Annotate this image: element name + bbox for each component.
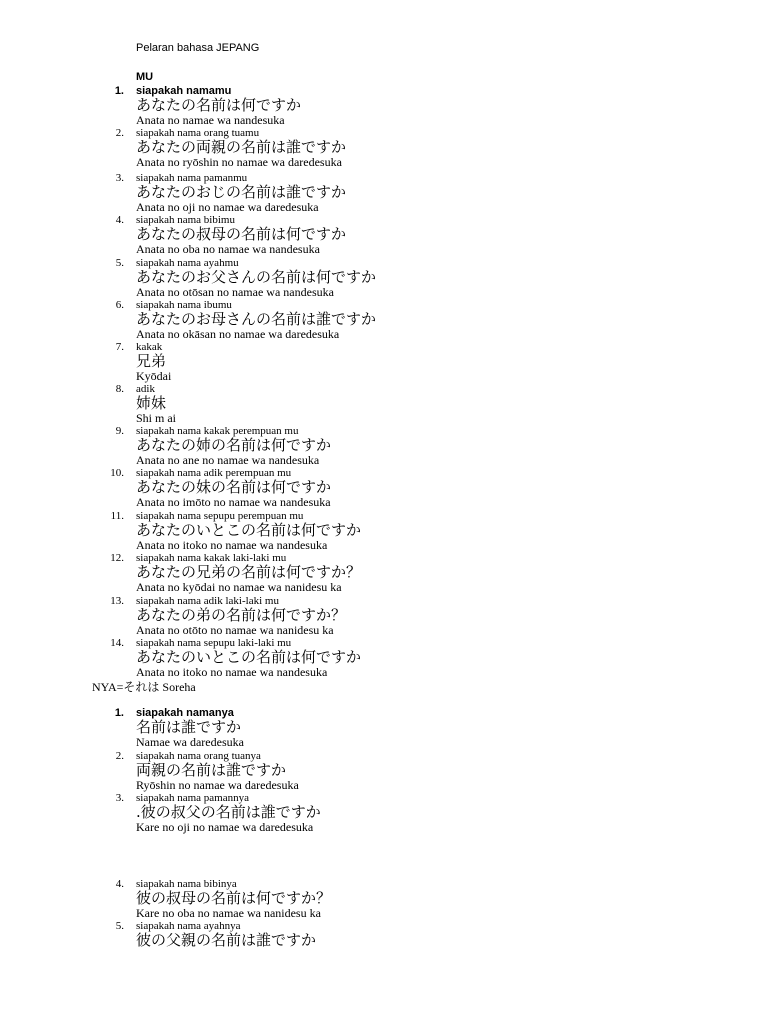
romaji-reading: Anata no kyōdai no namae wa nanidesu ka (136, 580, 342, 594)
japanese-phrase: あなたの両親の名前は誰ですか (136, 138, 347, 156)
japanese-phrase: あなたのおじの名前は誰ですか (136, 183, 347, 201)
list-item (0, 878, 768, 920)
item-number: 5. (115, 257, 124, 269)
japanese-phrase: 彼の父親の名前は誰ですか (136, 931, 317, 949)
item-number: 7. (115, 341, 124, 353)
list-item (0, 552, 768, 594)
romaji-reading: Ryōshin no namae wa daredesuka (136, 778, 299, 792)
list-item (0, 792, 768, 834)
item-number: 1. (114, 707, 124, 719)
item-number: 2. (115, 127, 124, 139)
indonesian-phrase: siapakah namamu (136, 85, 232, 97)
item-number: 12. (110, 552, 124, 564)
romaji-reading: Anata no ryōshin no namae wa daredesuka (136, 155, 342, 169)
item-number: 10. (110, 467, 124, 479)
indonesian-phrase: siapakah nama sepupu perempuan mu (136, 510, 304, 522)
indonesian-phrase: siapakah nama adik perempuan mu (136, 467, 292, 479)
romaji-reading: Kare no oba no namae wa nanidesu ka (136, 906, 321, 920)
romaji-reading: Anata no oba no namae wa nandesuka (136, 242, 320, 256)
indonesian-phrase: kakak (136, 341, 163, 353)
list-item (0, 299, 768, 341)
list-item (0, 637, 768, 679)
indonesian-phrase: siapakah nama bibinya (136, 878, 237, 890)
list-item (0, 467, 768, 509)
indonesian-phrase: siapakah nama pamannya (136, 792, 250, 804)
romaji-reading: Anata no okāsan no namae wa daredesuka (136, 327, 340, 341)
indonesian-phrase: siapakah nama orang tuamu (136, 127, 260, 139)
indonesian-phrase: siapakah nama sepupu laki-laki mu (136, 637, 292, 649)
item-number: 8. (115, 383, 124, 395)
list-item (0, 920, 768, 962)
list-item (0, 172, 768, 214)
japanese-phrase: あなたの妹の名前は何ですか (136, 478, 332, 496)
japanese-phrase: 彼の叔母の名前は何ですか？ (136, 889, 332, 907)
romaji-reading: Namae wa daredesuka (136, 735, 244, 749)
indonesian-phrase: siapakah namanya (136, 707, 234, 719)
item-number: 1. (114, 85, 124, 97)
item-number: 13. (110, 595, 124, 607)
japanese-phrase: 両親の名前は誰ですか (136, 761, 287, 779)
romaji-reading: Shi m ai (136, 411, 177, 425)
list-item (0, 341, 768, 383)
japanese-phrase: 姉妹 (136, 394, 167, 412)
indonesian-phrase: siapakah nama kakak laki-laki mu (136, 552, 287, 564)
list-item (0, 257, 768, 299)
list-item (0, 425, 768, 467)
romaji-reading: Anata no imōto no namae wa nandesuka (136, 495, 331, 509)
item-number: 9. (115, 425, 124, 437)
list-item (0, 707, 768, 749)
item-number: 3. (115, 792, 124, 804)
japanese-phrase: あなたの弟の名前は何ですか？ (136, 606, 347, 624)
item-number: 14. (110, 637, 124, 649)
romaji-reading: Anata no otōsan no namae wa nandesuka (136, 285, 334, 299)
romaji-reading: Kare no oji no namae wa daredesuka (136, 820, 314, 834)
list-item (0, 383, 768, 425)
japanese-phrase: あなたのお母さんの名前は誰ですか (136, 310, 377, 328)
japanese-phrase: あなたのいとこの名前は何ですか (136, 521, 362, 539)
japanese-phrase: あなたの叔母の名前は何ですか (136, 225, 347, 243)
item-number: 6. (115, 299, 124, 311)
japanese-phrase: あなたのいとこの名前は何ですか (136, 648, 362, 666)
romaji-reading: Anata no namae wa nandesuka (136, 113, 285, 127)
list-item (0, 510, 768, 552)
list-item (0, 85, 768, 127)
indonesian-phrase: siapakah nama ibumu (136, 299, 232, 311)
japanese-phrase: .彼の叔父の名前は誰ですか (136, 803, 321, 821)
item-number: 2. (115, 750, 124, 762)
list-item (0, 750, 768, 792)
romaji-reading: Kyōdai (136, 369, 172, 383)
item-number: 3. (115, 172, 124, 184)
romaji-reading: Anata no otōto no namae wa nanidesu ka (136, 623, 334, 637)
romaji-reading: Anata no itoko no namae wa nandesuka (136, 538, 328, 552)
indonesian-phrase: siapakah nama adik laki-laki mu (136, 595, 279, 607)
japanese-phrase: あなたの姉の名前は何ですか (136, 436, 332, 454)
section-heading-nya: NYA=それは Soreha (92, 680, 196, 694)
indonesian-phrase: siapakah nama ayahnya (136, 920, 241, 932)
japanese-phrase: あなたの名前は何ですか (136, 96, 302, 114)
item-number: 4. (115, 878, 124, 890)
romaji-reading: Anata no itoko no namae wa nandesuka (136, 665, 328, 679)
japanese-phrase: 兄弟 (136, 352, 167, 370)
japanese-phrase: あなたのお父さんの名前は何ですか (136, 268, 377, 286)
section-heading-mu: MU (136, 71, 154, 83)
indonesian-phrase: siapakah nama kakak perempuan mu (136, 425, 299, 437)
indonesian-phrase: adik (136, 383, 155, 395)
indonesian-phrase: siapakah nama pamanmu (136, 172, 248, 184)
indonesian-phrase: siapakah nama ayahmu (136, 257, 239, 269)
list-item (0, 127, 768, 169)
item-number: 4. (115, 214, 124, 226)
romaji-reading: Anata no ane no namae wa nandesuka (136, 453, 320, 467)
document-title: Pelaran bahasa JEPANG (136, 42, 260, 54)
list-item (0, 214, 768, 256)
list-item (0, 595, 768, 637)
indonesian-phrase: siapakah nama bibimu (136, 214, 235, 226)
item-number: 11. (110, 510, 124, 522)
japanese-phrase: 名前は誰ですか (136, 718, 242, 736)
indonesian-phrase: siapakah nama orang tuanya (136, 750, 261, 762)
japanese-phrase: あなたの兄弟の名前は何ですか？ (136, 563, 362, 581)
item-number: 5. (115, 920, 124, 932)
romaji-reading: Anata no oji no namae wa daredesuka (136, 200, 319, 214)
